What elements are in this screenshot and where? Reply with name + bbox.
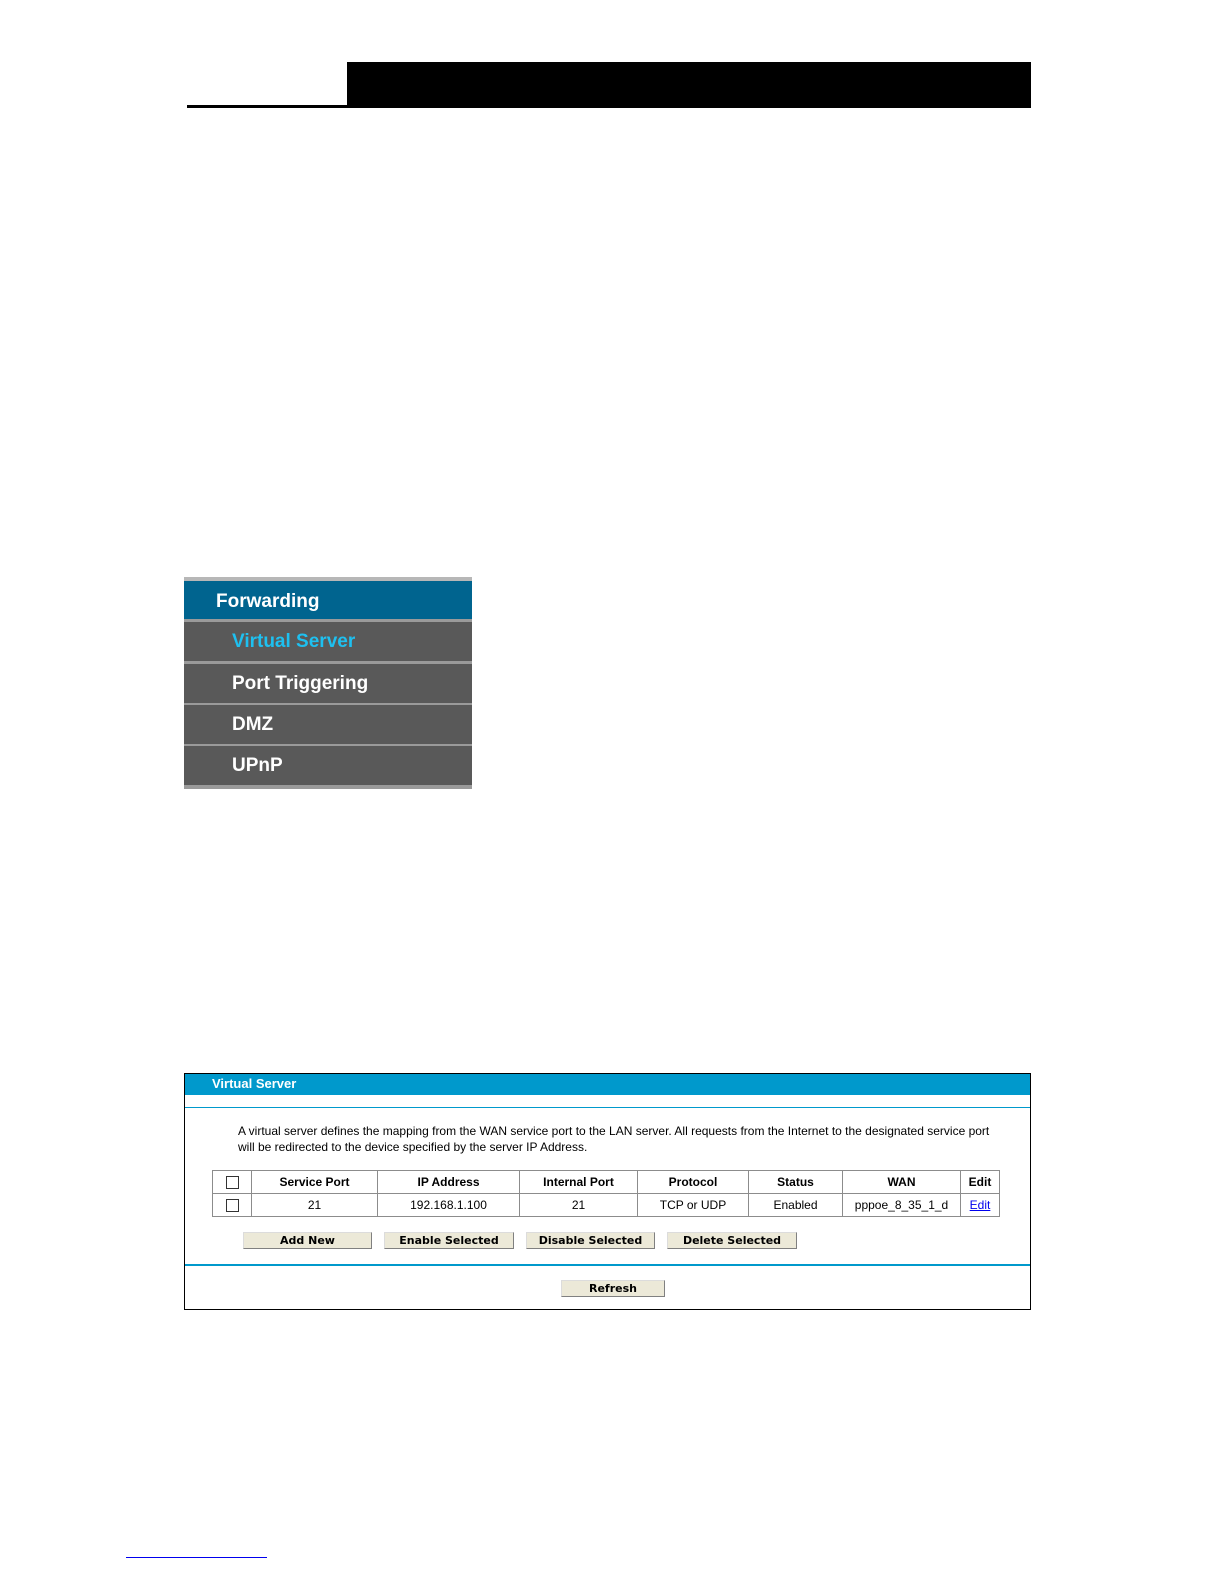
menu-header-forwarding[interactable]: Forwarding [184,581,472,619]
edit-link[interactable]: Edit [969,1198,991,1212]
menu-item-virtual-server[interactable]: Virtual Server [184,622,472,661]
manual-header-bar [347,62,1031,108]
cell-protocol: TCP or UDP [638,1194,749,1217]
cell-internal-port: 21 [520,1194,638,1217]
column-header-wan: WAN [843,1171,961,1194]
select-all-cell [213,1171,252,1194]
column-header-service-port: Service Port [252,1171,378,1194]
column-header-protocol: Protocol [638,1171,749,1194]
cell-edit [961,1194,1000,1217]
menu-item-dmz[interactable]: DMZ [184,705,472,744]
table-row [213,1194,1000,1217]
column-header-internal-port: Internal Port [520,1171,638,1194]
forwarding-menu [184,577,472,789]
refresh-button[interactable]: Refresh [561,1280,665,1297]
panel-divider-bottom [185,1264,1030,1266]
column-header-ip-address: IP Address [378,1171,520,1194]
footer-link-underline [126,1557,267,1558]
add-new-button[interactable]: Add New [243,1232,372,1249]
select-all-checkbox[interactable] [226,1176,239,1189]
cell-service-port: 21 [252,1194,378,1217]
row-checkbox[interactable] [226,1199,239,1212]
column-header-edit: Edit [961,1171,1000,1194]
column-header-status: Status [749,1171,843,1194]
virtual-server-panel [184,1073,1031,1310]
manual-header-rule [187,105,1031,108]
panel-divider-top [185,1107,1030,1108]
cell-wan: pppoe_8_35_1_d [843,1194,961,1217]
delete-selected-button[interactable]: Delete Selected [667,1232,797,1249]
disable-selected-button[interactable]: Disable Selected [526,1232,655,1249]
panel-description: A virtual server defines the mapping from the WAN service port to the LAN server. All requests from the Internet to the designated service port will be redirected to the device specified by the server IP Address. [238,1124,990,1154]
cell-status: Enabled [749,1194,843,1217]
menu-item-port-triggering[interactable]: Port Triggering [184,664,472,703]
virtual-server-table [212,1170,1000,1217]
enable-selected-button[interactable]: Enable Selected [384,1232,514,1249]
row-select-cell [213,1194,252,1217]
table-header-row [213,1171,1000,1194]
panel-title: Virtual Server [185,1074,1030,1095]
cell-ip-address: 192.168.1.100 [378,1194,520,1217]
menu-item-upnp[interactable]: UPnP [184,746,472,785]
